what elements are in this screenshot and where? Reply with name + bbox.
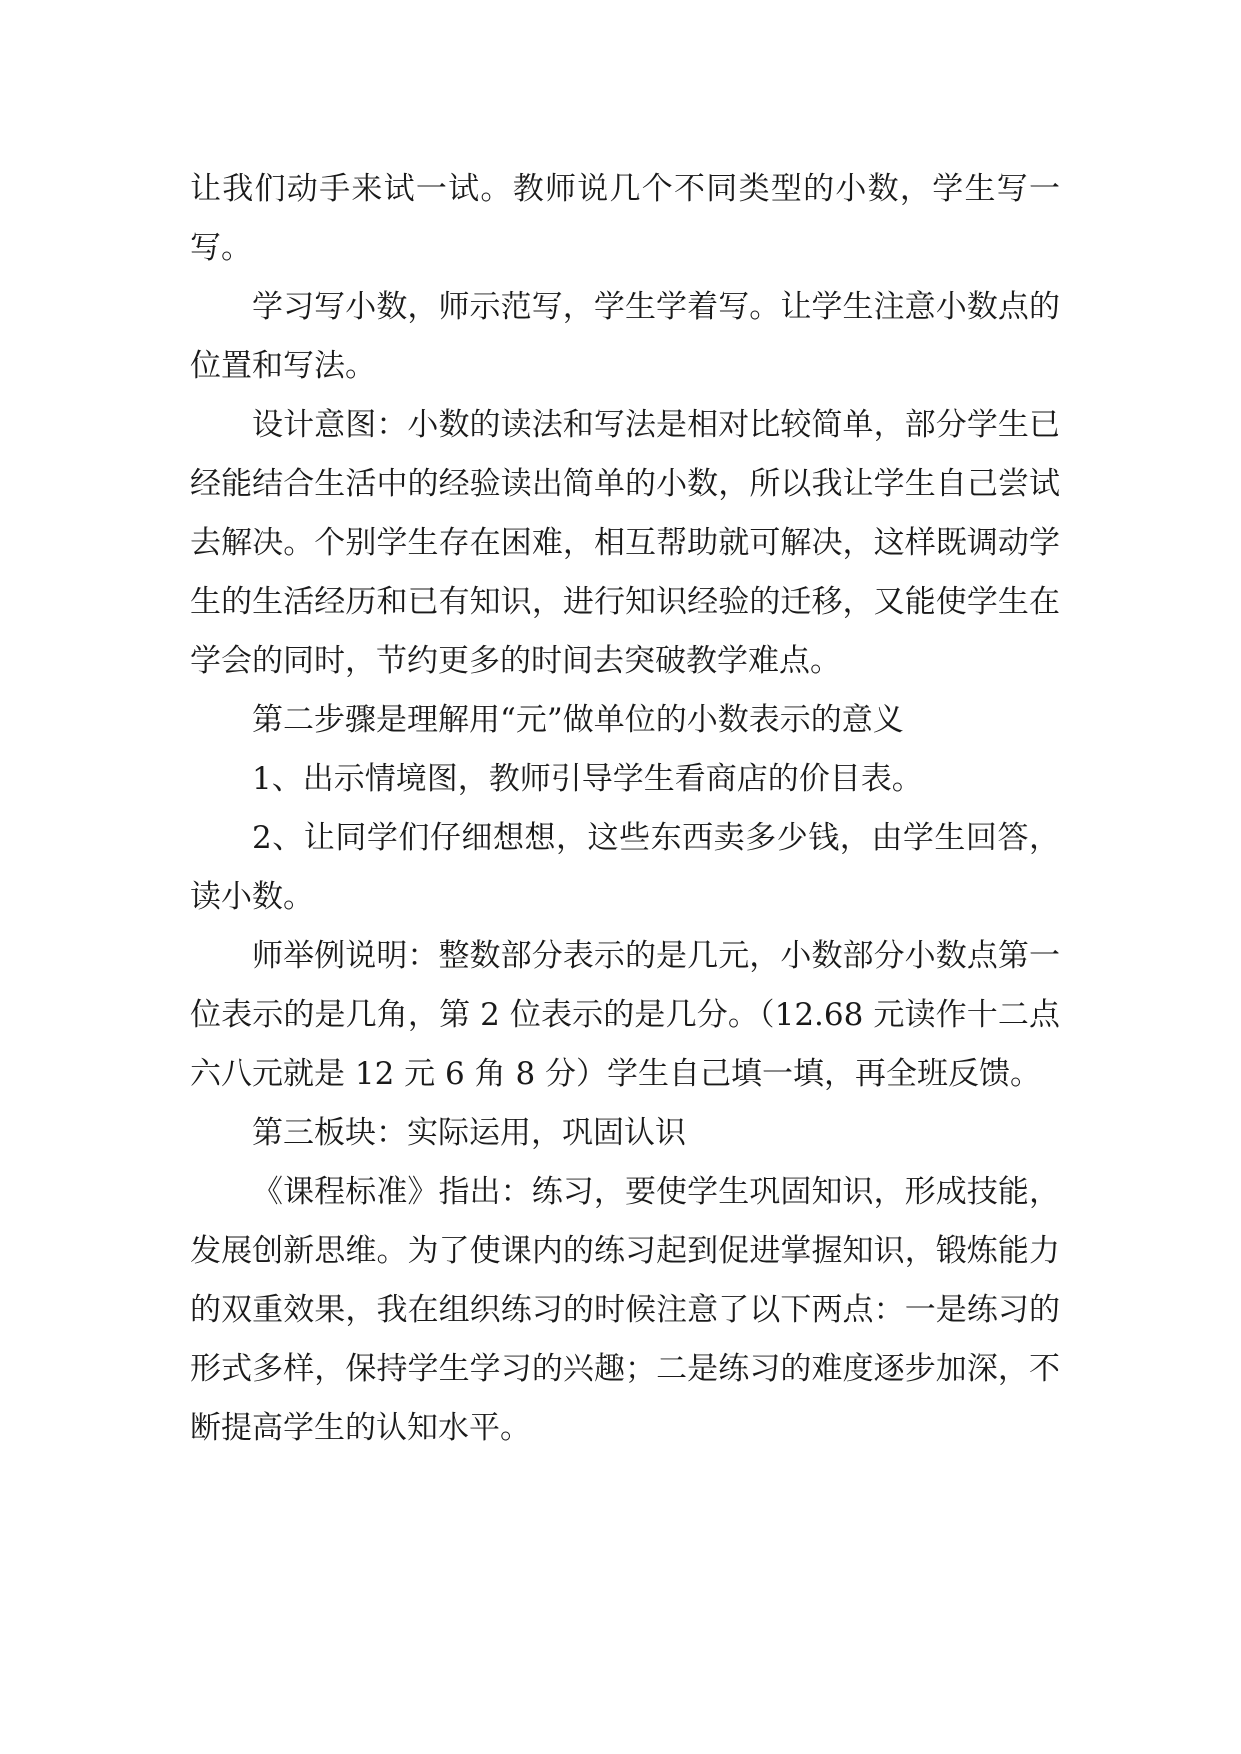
paragraph-design-intent: 设计意图：小数的读法和写法是相对比较简单，部分学生已经能结合生活中的经验读出简单的小数，所以我让学生自己尝试去解决。个别学生存在困难，相互帮助就可解决，这样既调动学生的生活经历和已有知识，进行知识经验的迁移，又能使学生在学会的同时，节约更多的时间去突破教学难点。 [190, 407, 1060, 679]
list-item-2: 2、让同学们仔细想想，这些东西卖多少钱，由学生回答，读小数。 [190, 820, 1060, 915]
paragraph-teacher-example: 师举例说明：整数部分表示的是几元，小数部分小数点第一位表示的是几角，第 2 位表示的是几分。（12.68 元读作十二点六八元就是 12 元 6 角 8 分）学生自己填一填，再全班反馈。 [190, 938, 1060, 1092]
paragraph-curriculum-standard: 《课程标准》指出：练习，要使学生巩固知识，形成技能，发展创新思维。为了使课内的练习起到促进掌握知识，锻炼能力的双重效果，我在组织练习的时候注意了以下两点：一是练习的形式多样，保持学生学习的兴趣；二是练习的难度逐步加深，不断提高学生的认知水平。 [190, 1174, 1060, 1446]
paragraph-2: 学习写小数，师示范写，学生学着写。让学生注意小数点的位置和写法。 [190, 289, 1060, 384]
list-item-1: 1、出示情境图，教师引导学生看商店的价目表。 [252, 761, 923, 797]
section-heading-block-three: 第三板块：实际运用，巩固认识 [252, 1115, 686, 1151]
section-heading-step-two: 第二步骤是理解用“元”做单位的小数表示的意义 [252, 702, 904, 738]
paragraph-1: 让我们动手来试一试。教师说几个不同类型的小数，学生写一写。 [190, 171, 1060, 266]
document-body [190, 160, 1060, 1458]
